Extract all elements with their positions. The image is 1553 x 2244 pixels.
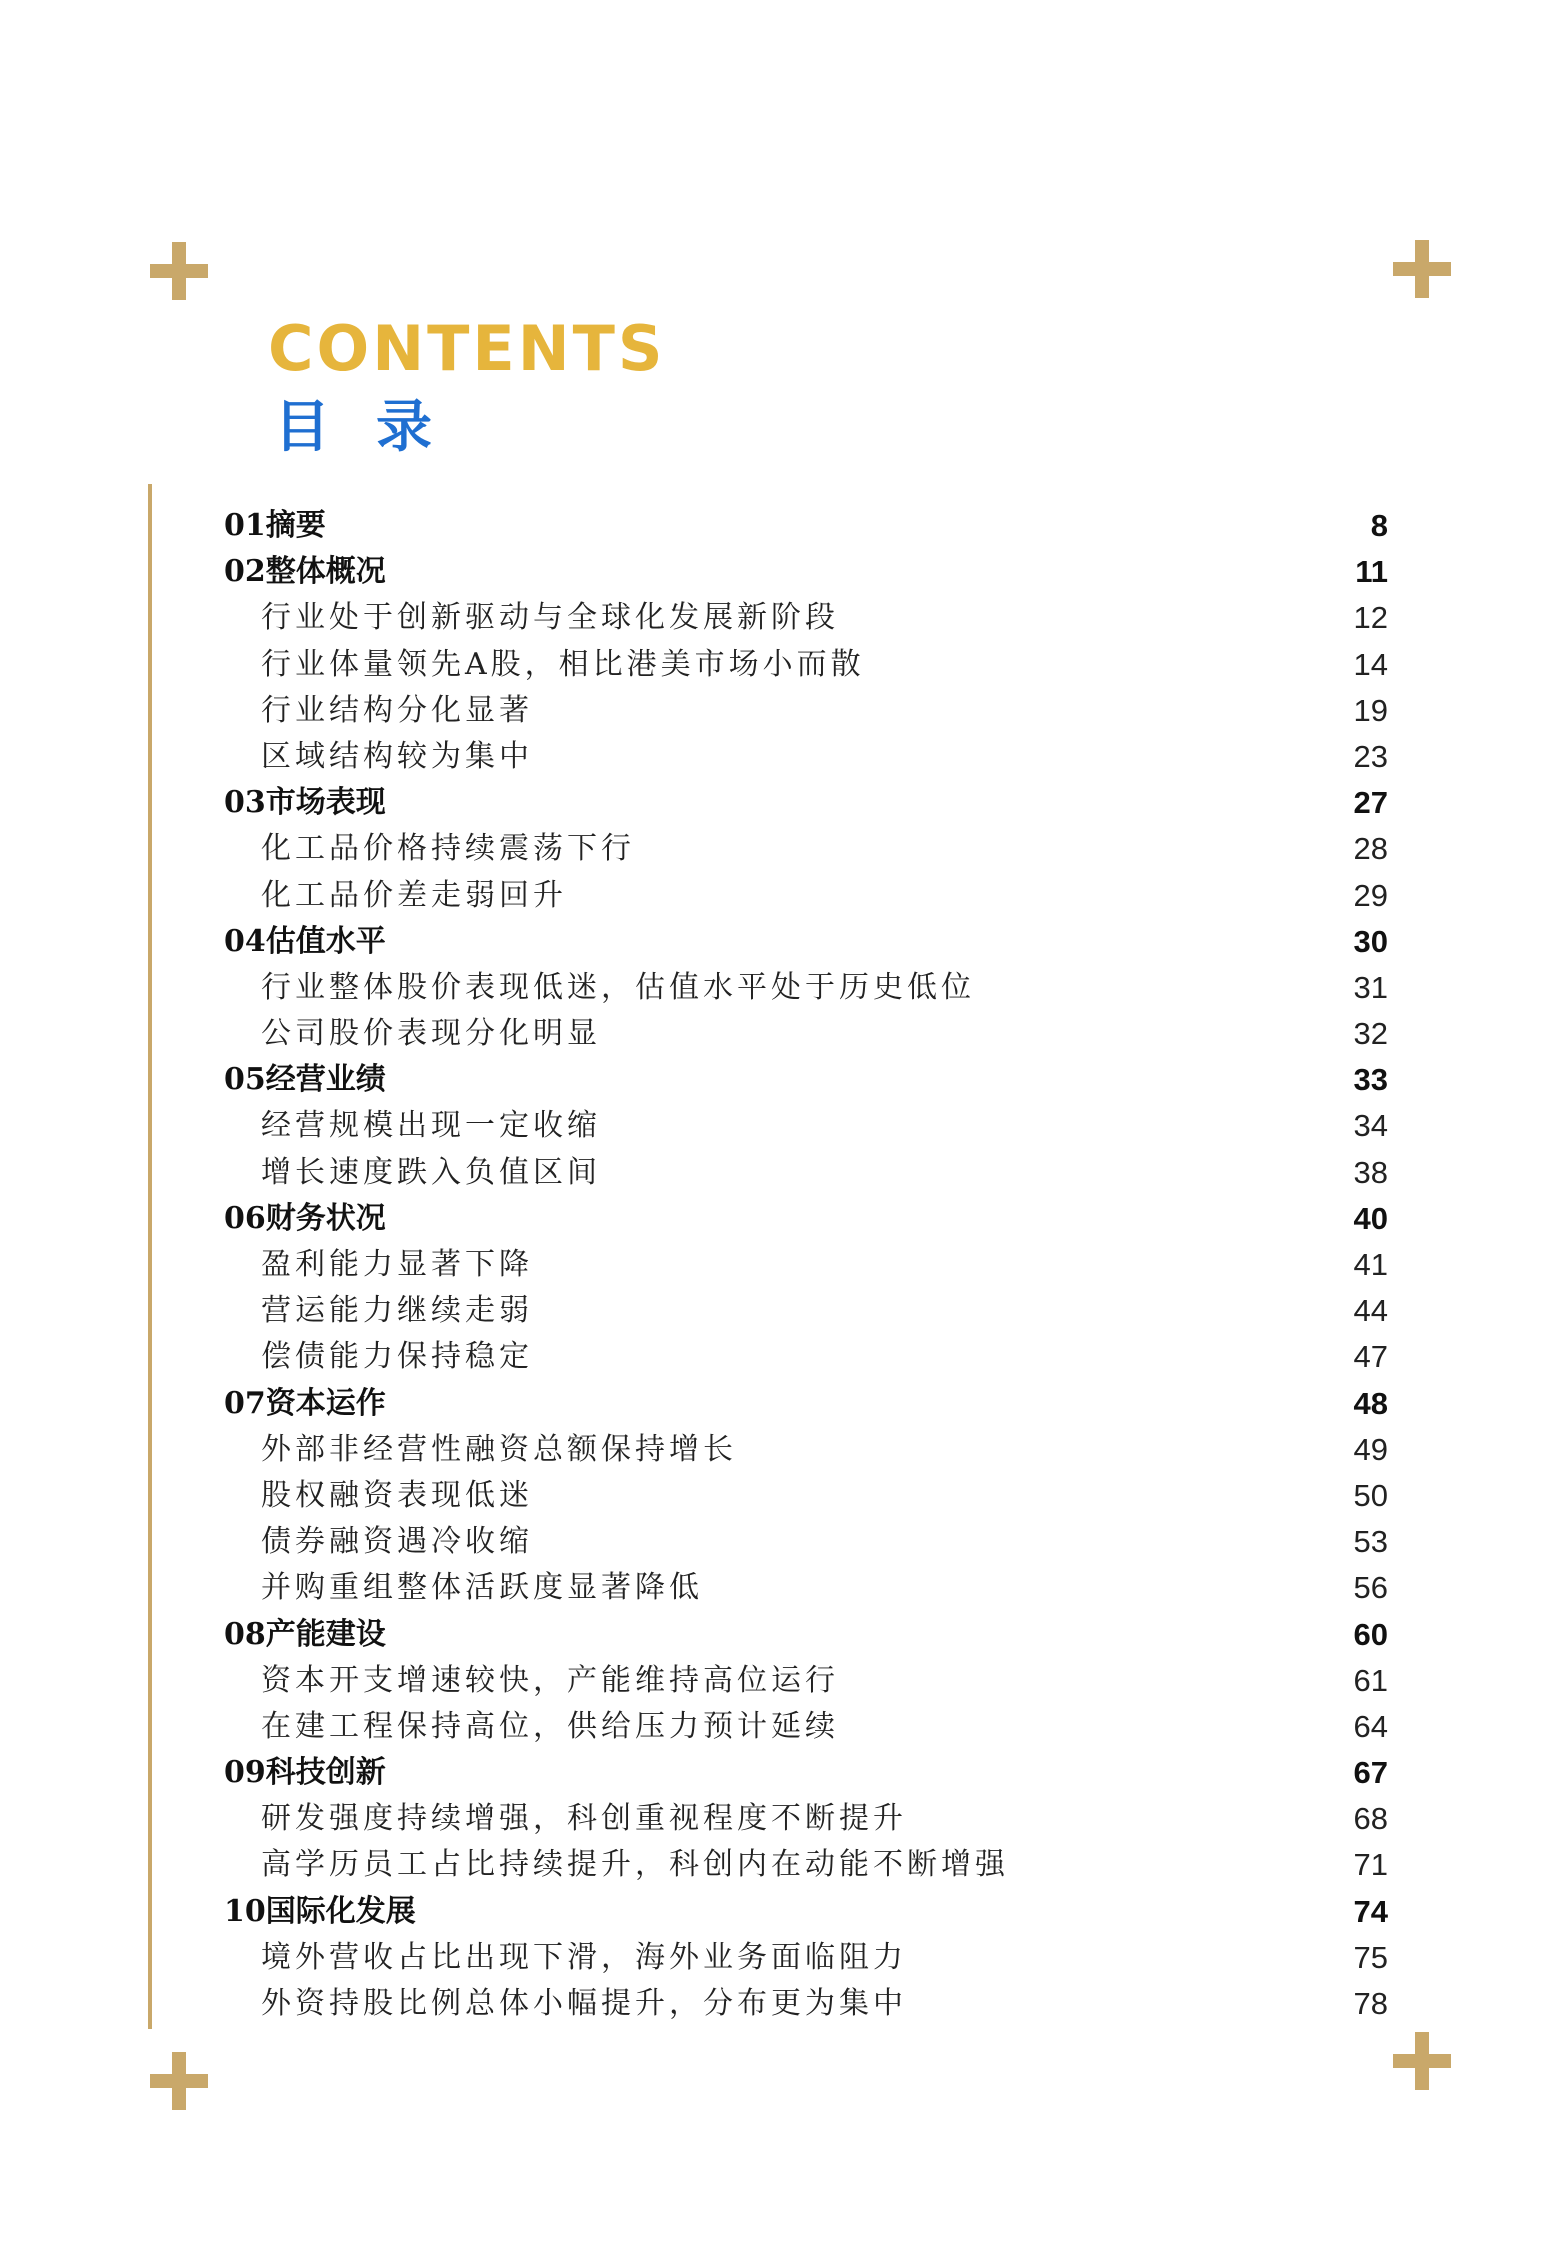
mulu-heading: 目录 <box>274 395 478 460</box>
toc-entry-title: 08产能建设 <box>224 1616 386 1652</box>
decorative-plus-icon <box>150 242 208 300</box>
toc-entry-title: 化工品价格持续震荡下行 <box>261 831 635 867</box>
toc-section-entry[interactable] <box>0 1011 1553 1057</box>
toc-section-entry[interactable] <box>0 595 1553 641</box>
toc-chapter-entry[interactable] <box>0 1381 1553 1427</box>
toc-page-number: 14 <box>1353 646 1388 682</box>
toc-entry-title: 境外营收占比出现下滑，海外业务面临阻力 <box>261 1939 907 1975</box>
toc-section-entry[interactable] <box>0 873 1553 919</box>
toc-section-entry[interactable] <box>0 1935 1553 1981</box>
toc-entry-title: 行业处于创新驱动与全球化发展新阶段 <box>261 600 839 636</box>
toc-page-number: 32 <box>1353 1016 1388 1052</box>
toc-page-number: 78 <box>1353 1986 1388 2021</box>
toc-entry-title: 10国际化发展 <box>224 1893 416 1929</box>
toc-page-number: 48 <box>1353 1385 1388 1421</box>
toc-page-number: 29 <box>1353 877 1388 913</box>
toc-page-number: 8 <box>1370 508 1388 543</box>
toc-entry-title: 经营规模出现一定收缩 <box>261 1108 601 1144</box>
toc-page-number: 44 <box>1353 1293 1388 1329</box>
toc-entry-title: 增长速度跌入负值区间 <box>261 1154 601 1190</box>
toc-entry-title: 资本开支增速较快，产能维持高位运行 <box>261 1662 839 1698</box>
toc-entry-title: 高学历员工占比持续提升，科创内在动能不断增强 <box>261 1847 1009 1883</box>
toc-chapter-entry[interactable] <box>0 780 1553 826</box>
toc-section-entry[interactable] <box>0 1704 1553 1750</box>
toc-section-entry[interactable] <box>0 826 1553 872</box>
toc-section-entry[interactable] <box>0 1842 1553 1888</box>
toc-page-number: 40 <box>1353 1200 1388 1236</box>
toc-entry-title: 在建工程保持高位，供给压力预计延续 <box>261 1708 839 1744</box>
toc-section-entry[interactable] <box>0 1334 1553 1380</box>
toc-entry-title: 股权融资表现低迷 <box>261 1477 533 1513</box>
toc-section-entry[interactable] <box>0 1473 1553 1519</box>
toc-chapter-entry[interactable] <box>0 1057 1553 1103</box>
toc-page-number: 67 <box>1353 1755 1388 1791</box>
toc-page-number: 61 <box>1353 1662 1388 1698</box>
toc-section-entry[interactable] <box>0 642 1553 688</box>
toc-entry-title: 07资本运作 <box>224 1385 386 1421</box>
decorative-plus-icon <box>1393 240 1451 298</box>
toc-entry-title: 09科技创新 <box>224 1755 386 1791</box>
toc-chapter-entry[interactable] <box>0 503 1553 549</box>
toc-entry-title: 研发强度持续增强，科创重视程度不断提升 <box>261 1801 907 1837</box>
toc-page-number: 19 <box>1353 692 1388 728</box>
toc-section-entry[interactable] <box>0 1519 1553 1565</box>
toc-page-number: 74 <box>1353 1893 1388 1929</box>
toc-entry-title: 外资持股比例总体小幅提升，分布更为集中 <box>261 1986 907 2021</box>
toc-entry-title: 04估值水平 <box>224 923 386 959</box>
toc-section-entry[interactable] <box>0 734 1553 780</box>
toc-entry-title: 并购重组整体活跃度显著降低 <box>261 1570 703 1606</box>
toc-entry-title: 06财务状况 <box>224 1200 386 1236</box>
toc-section-entry[interactable] <box>0 1796 1553 1842</box>
toc-page-number: 53 <box>1353 1524 1388 1560</box>
toc-entry-title: 01摘要 <box>224 508 326 543</box>
toc-section-entry[interactable] <box>0 1427 1553 1473</box>
toc-entry-title: 营运能力继续走弱 <box>261 1293 533 1329</box>
toc-page-number: 33 <box>1353 1062 1388 1098</box>
toc-page-number: 38 <box>1353 1154 1388 1190</box>
toc-page-number: 68 <box>1353 1801 1388 1837</box>
toc-page-number: 50 <box>1353 1477 1388 1513</box>
toc-page-number: 47 <box>1353 1339 1388 1375</box>
toc-entry-title: 02整体概况 <box>224 554 386 590</box>
toc-page-number: 49 <box>1353 1431 1388 1467</box>
toc-page-number: 12 <box>1353 600 1388 636</box>
toc-entry-title: 债券融资遇冷收缩 <box>261 1524 533 1560</box>
toc-page-number: 31 <box>1353 969 1388 1005</box>
toc-chapter-entry[interactable] <box>0 549 1553 595</box>
toc-entry-title: 公司股价表现分化明显 <box>261 1016 601 1052</box>
toc-chapter-entry[interactable] <box>0 919 1553 965</box>
toc-entry-title: 行业结构分化显著 <box>261 692 533 728</box>
toc-section-entry[interactable] <box>0 1981 1553 2027</box>
toc-page-number: 41 <box>1353 1247 1388 1282</box>
toc-section-entry[interactable] <box>0 1103 1553 1149</box>
toc-entry-title: 化工品价差走弱回升 <box>261 877 567 913</box>
toc-entry-title: 03市场表现 <box>224 785 386 821</box>
decorative-plus-icon <box>1393 2032 1451 2090</box>
toc-chapter-entry[interactable] <box>0 1889 1553 1935</box>
toc-section-entry[interactable] <box>0 1658 1553 1704</box>
toc-section-entry[interactable] <box>0 1150 1553 1196</box>
toc-entry-title: 盈利能力显著下降 <box>261 1247 533 1282</box>
toc-entry-title: 行业体量领先A股，相比港美市场小而散 <box>261 646 865 682</box>
toc-page-number: 56 <box>1353 1570 1388 1606</box>
toc-page-number: 64 <box>1353 1708 1388 1744</box>
toc-chapter-entry[interactable] <box>0 1750 1553 1796</box>
toc-section-entry[interactable] <box>0 1242 1553 1288</box>
toc-section-entry[interactable] <box>0 688 1553 734</box>
toc-page-number: 11 <box>1355 554 1388 590</box>
toc-entry-title: 05经营业绩 <box>224 1062 386 1098</box>
toc-entry-title: 行业整体股价表现低迷，估值水平处于历史低位 <box>261 969 975 1005</box>
toc-entry-title: 区域结构较为集中 <box>261 738 533 774</box>
toc-page-number: 28 <box>1353 831 1388 867</box>
toc-page-number: 60 <box>1353 1616 1388 1652</box>
contents-heading: CONTENTS <box>268 312 666 385</box>
table-of-contents <box>0 503 1553 2027</box>
decorative-plus-icon <box>150 2052 208 2110</box>
toc-entry-title: 外部非经营性融资总额保持增长 <box>261 1431 737 1467</box>
toc-section-entry[interactable] <box>0 1288 1553 1334</box>
toc-page-number: 75 <box>1353 1939 1388 1975</box>
toc-section-entry[interactable] <box>0 965 1553 1011</box>
toc-chapter-entry[interactable] <box>0 1612 1553 1658</box>
toc-page-number: 23 <box>1353 738 1388 774</box>
toc-page-number: 71 <box>1353 1847 1388 1883</box>
toc-page-number: 30 <box>1353 923 1388 959</box>
toc-page-number: 27 <box>1353 785 1388 821</box>
toc-section-entry[interactable] <box>0 1565 1553 1611</box>
toc-chapter-entry[interactable] <box>0 1196 1553 1242</box>
toc-page-number: 34 <box>1353 1108 1388 1144</box>
toc-entry-title: 偿债能力保持稳定 <box>261 1339 533 1375</box>
